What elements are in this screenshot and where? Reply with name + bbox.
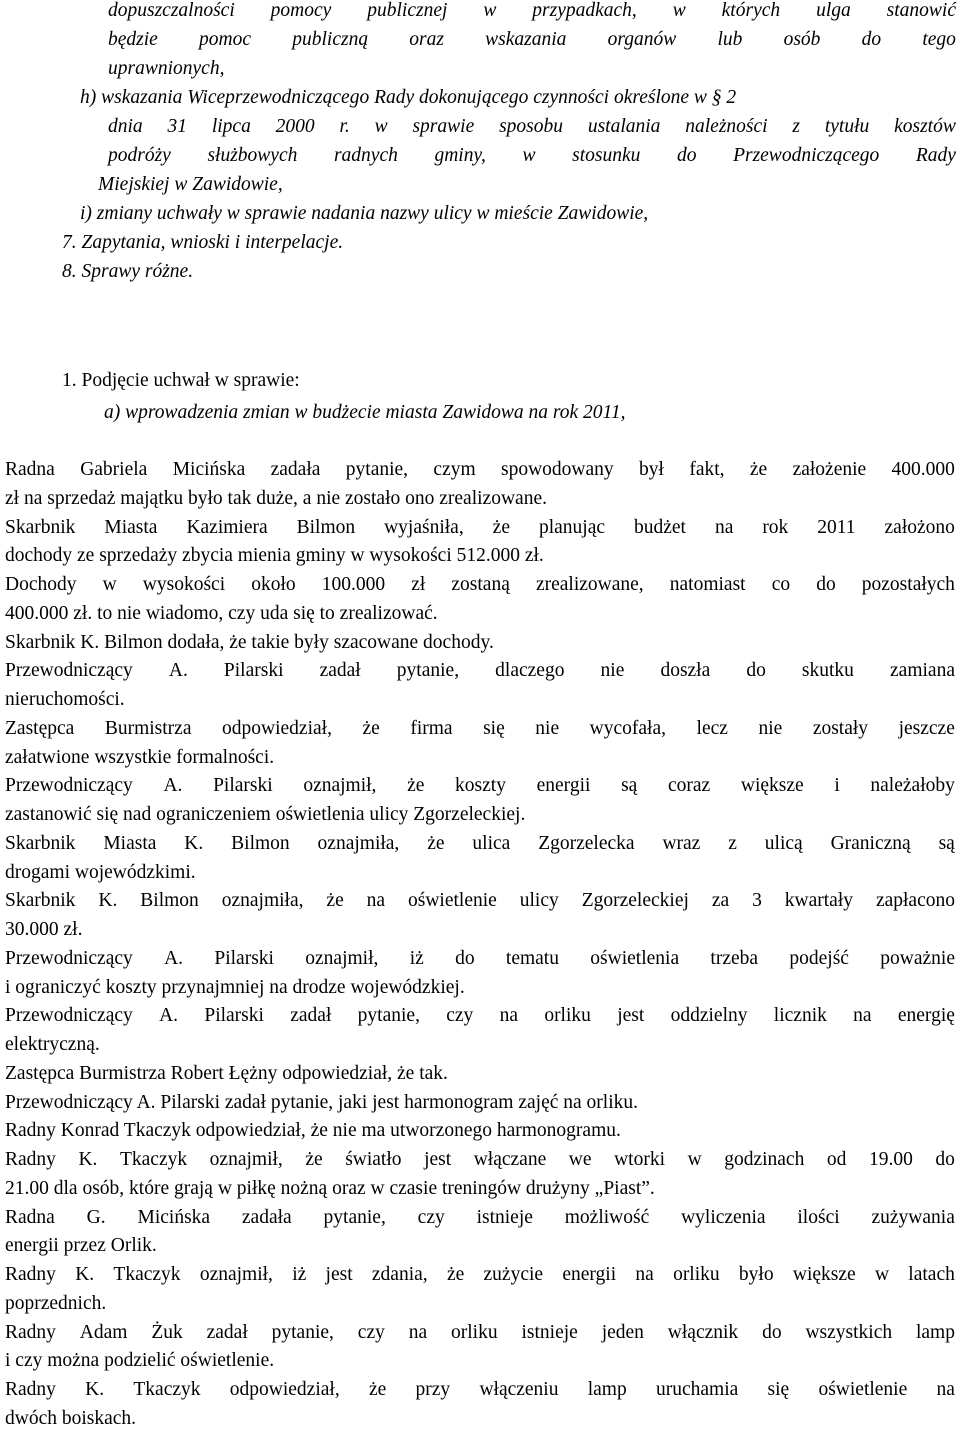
agenda-g-line-2: będzie pomoc publiczną oraz wskazania organów lub osób do tego: [108, 29, 956, 50]
minutes-line: Skarbnik Miasta K. Bilmon oznajmiła, że ulica Zgorzelecka wraz z ulicą Graniczną są: [5, 832, 955, 854]
minutes-line: zł na sprzedaż majątku było tak duże, a nie zostało ono zrealizowane.: [5, 487, 547, 509]
minutes-line: i czy można podzielić oświetlenie.: [5, 1350, 275, 1372]
minutes-line: Skarbnik Miasta Kazimiera Bilmon wyjaśniła, że planując budżet na rok 2011 założono: [5, 516, 955, 538]
minutes-line: nieruchomości.: [5, 689, 125, 710]
agenda-item-7: 7. Zapytania, wnioski i interpelacje.: [62, 232, 344, 253]
minutes-line: i ograniczyć koszty przynajmniej na drodze wojewódzkiej.: [5, 976, 465, 998]
agenda-h-line-3: podróży służbowych radnych gminy, w stosunku do Przewodniczącego Rady: [108, 145, 956, 166]
minutes-line: Radny Adam Żuk zadał pytanie, czy na orliku istnieje jeden włącznik do wszystkich lamp: [5, 1321, 955, 1343]
minutes-line: Zastępca Burmistrza odpowiedział, że firma się nie wycofała, lecz nie zostały jeszcze: [5, 717, 955, 739]
minutes-line: Zastępca Burmistrza Robert Łężny odpowiedział, że tak.: [5, 1062, 448, 1084]
minutes-line: Przewodniczący A. Pilarski oznajmił, że koszty energii są coraz większe i należałoby: [5, 775, 955, 797]
minutes-line: Radna G. Micińska zadała pytanie, czy istnieje możliwość wyliczenia ilości zużywania: [5, 1206, 955, 1228]
minutes-line: Radna Gabriela Micińska zadała pytanie, czym spowodowany był fakt, że założenie 400.000: [5, 459, 955, 480]
section-subitem-a: a) wprowadzenia zmian w budżecie miasta Zawidowa na rok 2011,: [104, 402, 626, 423]
section-heading: 1. Podjęcie uchwał w sprawie:: [62, 370, 300, 391]
agenda-h-line-4: Miejskiej w Zawidowie,: [98, 174, 283, 195]
agenda-h-line-1: h) wskazania Wiceprzewodniczącego Rady dokonującego czynności określone w § 2: [80, 87, 737, 108]
minutes-line: 21.00 dla osób, które grają w piłkę nożną oraz w czasie treningów drużyny „Piast”.: [5, 1177, 655, 1199]
minutes-line: Skarbnik K. Bilmon oznajmiła, że na oświetlenie ulicy Zgorzeleckiej za 3 kwartały zapłacono: [5, 890, 955, 912]
agenda-g-line-1: dopuszczalności pomocy publicznej w przypadkach, w których ulga stanowić: [108, 0, 956, 21]
minutes-line: dwóch boiskach.: [5, 1407, 137, 1429]
agenda-h-line-2: dnia 31 lipca 2000 r. w sprawie sposobu ustalania należności z tytułu kosztów: [108, 116, 956, 137]
minutes-line: Dochody w wysokości około 100.000 zł zostaną zrealizowane, natomiast co do pozostałych: [5, 574, 955, 595]
minutes-line: dochody ze sprzedaży zbycia mienia gminy w wysokości 512.000 zł.: [5, 545, 544, 567]
minutes-line: 400.000 zł. to nie wiadomo, czy uda się to zrealizować.: [5, 602, 438, 624]
minutes-line: energii przez Orlik.: [5, 1235, 157, 1257]
minutes-line: Przewodniczący A. Pilarski zadał pytanie, czy na orliku jest oddzielny licznik na energię: [5, 1005, 955, 1027]
minutes-line: drogami wojewódzkimi.: [5, 861, 196, 883]
agenda-item-8: 8. Sprawy różne.: [62, 261, 194, 282]
minutes-line: Przewodniczący A. Pilarski zadał pytanie, dlaczego nie doszła do skutku zamiana: [5, 660, 955, 682]
minutes-line: 30.000 zł.: [5, 919, 83, 940]
minutes-line: Przewodniczący A. Pilarski oznajmił, iż do tematu oświetlenia trzeba podejść poważnie: [5, 947, 955, 969]
minutes-line: elektryczną.: [5, 1034, 100, 1055]
minutes-line: zastanowić się nad ograniczeniem oświetlenia ulicy Zgorzeleckiej.: [5, 804, 526, 825]
minutes-line: Radny K. Tkaczyk oznajmił, że światło jest włączane we wtorki w godzinach od 19.00 do: [5, 1149, 955, 1170]
minutes-line: Radny K. Tkaczyk oznajmił, iż jest zdania, że zużycie energii na orliku było większe w latach: [5, 1264, 955, 1285]
agenda-g-line-3: uprawnionych,: [108, 58, 225, 79]
minutes-line: Przewodniczący A. Pilarski zadał pytanie, jaki jest harmonogram zajęć na orliku.: [5, 1091, 638, 1113]
minutes-line: Radny K. Tkaczyk odpowiedział, że przy włączeniu lamp uruchamia się oświetlenie na: [5, 1379, 955, 1400]
minutes-line: Radny Konrad Tkaczyk odpowiedział, że nie ma utworzonego harmonogramu.: [5, 1120, 621, 1142]
agenda-i-line: i) zmiany uchwały w sprawie nadania nazwy ulicy w mieście Zawidowie,: [80, 203, 649, 224]
minutes-line: Skarbnik K. Bilmon dodała, że takie były szacowane dochody.: [5, 631, 494, 653]
minutes-line: poprzednich.: [5, 1292, 107, 1314]
minutes-line: załatwione wszystkie formalności.: [5, 746, 275, 768]
